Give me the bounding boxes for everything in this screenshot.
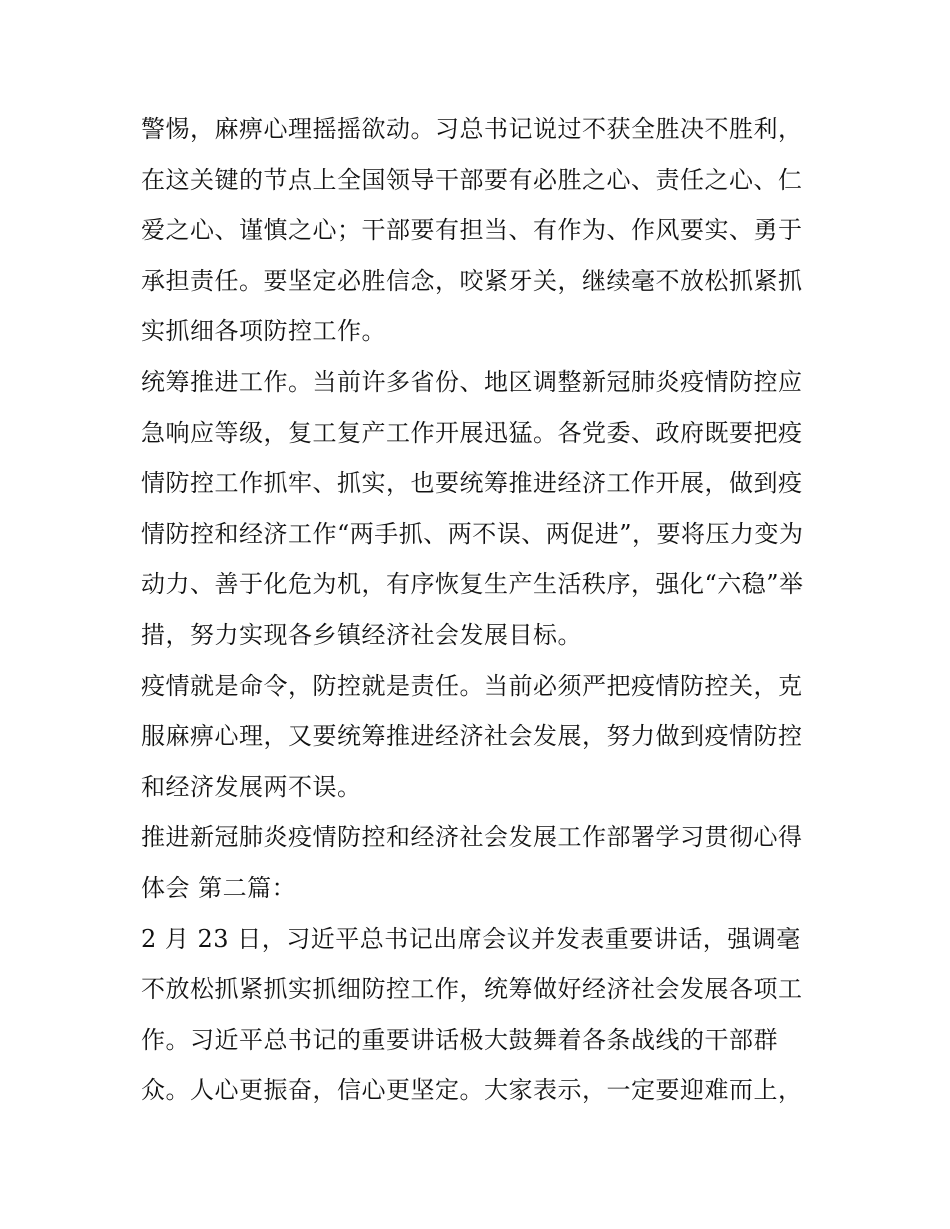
text-line: 情防控工作抓牢、抓实，也要统筹推进经济工作开展，做到疫	[141, 469, 803, 498]
text-line: 作。习近平总书记的重要讲话极大鼓舞着各条战线的干部群	[141, 1025, 778, 1054]
text-line: 不放松抓紧抓实抓细防控工作，统筹做好经济社会发展各项工	[141, 975, 803, 1004]
text-line: 警惕，麻痹心理摇摇欲动。习总书记说过不获全胜决不胜利，	[141, 115, 803, 143]
text-line: 统筹推进工作。当前许多省份、地区调整新冠肺炎疫情防控应	[141, 367, 803, 396]
text-line: 2 月 23 日，习近平总书记出席会议并发表重要讲话，强调毫	[141, 924, 801, 953]
text-line: 和经济发展两不误。	[141, 772, 362, 801]
text-line: 疫情就是命令，防控就是责任。当前必须严把疫情防控关，克	[141, 671, 803, 700]
text-line: 服麻痹心理，又要统筹推进经济社会发展，努力做到疫情防控	[141, 722, 803, 751]
text-line: 承担责任。要坚定必胜信念，咬紧牙关，继续毫不放松抓紧抓	[141, 266, 803, 295]
text-line: 众。人心更振奋，信心更坚定。大家表示，一定要迎难而上，	[141, 1076, 803, 1105]
text-line: 动力、善于化危为机，有序恢复生产生活秩序，强化“六稳”举	[141, 570, 804, 599]
text-line: 在这关键的节点上全国领导干部要有必胜之心、责任之心、仁	[141, 165, 803, 194]
text-line: 急响应等级，复工复产工作开展迅猛。各党委、政府既要把疫	[141, 418, 803, 447]
text-line: 推进新冠肺炎疫情防控和经济社会发展工作部署学习贯彻心得	[141, 823, 803, 852]
text-line: 措，努力实现各乡镇经济社会发展目标。	[141, 620, 582, 649]
text-line: 体会 第二篇：	[141, 873, 297, 902]
text-line: 情防控和经济工作“两手抓、两不误、两促进”，要将压力变为	[141, 519, 804, 548]
text-line: 实抓细各项防控工作。	[141, 317, 386, 346]
text-line: 爱之心、谨慎之心；干部要有担当、有作为、作风要实、勇于	[141, 216, 803, 245]
document-body	[141, 104, 821, 1116]
